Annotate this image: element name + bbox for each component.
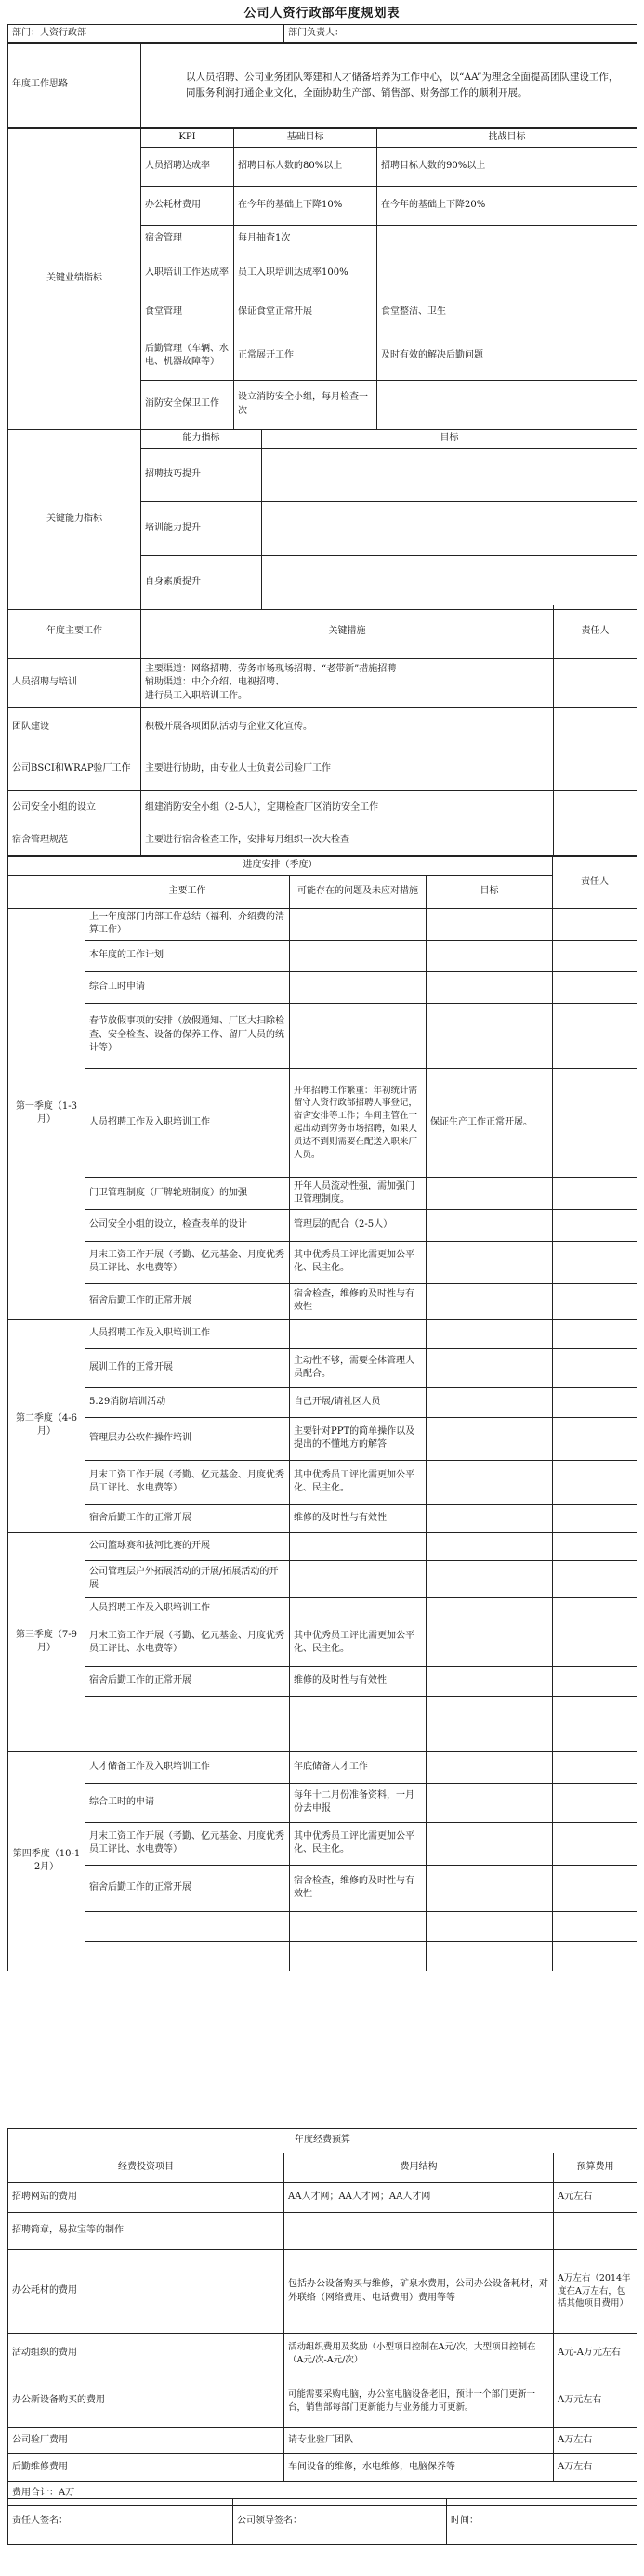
q-issue: 其中优秀员工评比需更加公平化、民主化。	[290, 1460, 427, 1504]
q-issue	[290, 1941, 427, 1971]
q-work: 宿舍后勤工作的正常开展	[85, 1504, 290, 1532]
q-work: 上一年度部门内部工作总结（福利、介绍费的清算工作）	[85, 908, 290, 940]
schedule-col-owner: 责任人	[553, 857, 637, 909]
kpi-base: 在今年的基础上下降10%	[234, 186, 377, 225]
kpi-challenge	[377, 380, 637, 429]
task-name: 宿舍管理规范	[8, 826, 141, 856]
q-goal	[427, 1460, 553, 1504]
leader-signature[interactable]: 公司领导签名：	[233, 2499, 447, 2545]
budget-total: 费用合计：A万	[8, 2482, 637, 2506]
budget-item: 招聘简章，易拉宝等的制作	[8, 2213, 284, 2250]
q-goal	[427, 971, 553, 1003]
ability-name: 招聘技巧提升	[141, 448, 262, 501]
department-label: 部门：人资行政部	[8, 25, 284, 44]
q-issue: 维修的及时性与有效性	[290, 1504, 427, 1532]
q-issue: 其中优秀员工评比需更加公平化、民主化。	[290, 1241, 427, 1283]
q-issue	[290, 971, 427, 1003]
tasks-col-owner: 责任人	[554, 605, 637, 659]
q-issue	[290, 1911, 427, 1941]
q-goal	[427, 1783, 553, 1822]
q-work: 展训工作的正常开展	[85, 1348, 290, 1387]
budget-structure: 包括办公设备购买与维修，矿泉水费用，公司办公设备耗材，对外联络（网络费用、电话费用）费用等等	[284, 2250, 554, 2334]
q-issue	[290, 1560, 427, 1597]
q-goal	[427, 1319, 553, 1348]
q-goal: 保证生产工作正常开展。	[427, 1068, 553, 1177]
budget-label: 年度经费预算	[8, 2129, 637, 2153]
q4-label: 第四季度（10-12月）	[8, 1751, 85, 1971]
manager-label: 部门负责人：	[284, 25, 637, 44]
q-goal	[427, 908, 553, 940]
schedule-col-issue: 可能存在的问题及未应对措施	[290, 875, 427, 908]
q-goal	[427, 1724, 553, 1751]
q-goal	[427, 1348, 553, 1387]
q-work: 综合工时申请	[85, 971, 290, 1003]
q-work: 月末工资工作开展（考勤、亿元基金、月度优秀员工评比、水电费等）	[85, 1460, 290, 1504]
q-issue: 开年人员流动性强，需加强门卫管理制度。	[290, 1177, 427, 1209]
kpi-name: 食堂管理	[141, 293, 234, 332]
q-issue	[290, 1003, 427, 1068]
q-goal	[427, 1209, 553, 1241]
schedule-col-work: 主要工作	[85, 875, 290, 908]
q3-label: 第三季度（7-9月）	[8, 1532, 85, 1751]
kpi-base: 每月抽查1次	[234, 225, 377, 254]
task-row	[8, 748, 637, 791]
q-work: 月末工资工作开展（考勤、亿元基金、月度优秀员工评比、水电费等）	[85, 1241, 290, 1283]
q-work: 公司管理层户外拓展活动的开展/拓展活动的开展	[85, 1560, 290, 1597]
page-title: 公司人资行政部年度规划表	[243, 7, 401, 20]
q-work	[85, 1724, 290, 1751]
q-work: 门卫管理制度（厂牌轮班制度）的加强	[85, 1177, 290, 1209]
budget-col-structure: 费用结构	[284, 2153, 554, 2183]
kpi-name: 消防安全保卫工作	[141, 380, 234, 429]
kpi-col-base: 基础目标	[234, 129, 377, 148]
task-row	[8, 826, 637, 856]
q-work: 人才储备工作及入职培训工作	[85, 1751, 290, 1783]
kpi-challenge: 食堂整洁、卫生	[377, 293, 637, 332]
budget-item: 后勤维修费用	[8, 2454, 284, 2482]
task-name: 人员招聘与培训	[8, 659, 141, 708]
ability-name: 自身素质提升	[141, 555, 262, 609]
header-table	[7, 24, 637, 44]
schedule-label: 进度安排（季度）	[8, 857, 553, 876]
q-work	[85, 1941, 290, 1971]
kpi-base: 招聘目标人数的80%以上	[234, 147, 377, 186]
task-measure: 主要进行协助，由专业人士负责公司验厂工作	[141, 748, 554, 791]
q-issue: 每年十二月份准备资料，一月份去申报	[290, 1783, 427, 1822]
q-work	[85, 1911, 290, 1941]
q-work: 春节放假事项的安排（放假通知、厂区大扫除检查、安全检查、设备的保养工作、留厂人员的统计等）	[85, 1003, 290, 1068]
task-name: 公司安全小组的设立	[8, 791, 141, 826]
ability-table	[7, 429, 637, 610]
q1-label: 第一季度（1-3月）	[8, 908, 85, 1319]
q-issue	[290, 908, 427, 940]
signature-table	[7, 2498, 637, 2545]
q-goal	[427, 1696, 553, 1724]
q-issue: 主动性不够，需要全体管理人员配合。	[290, 1348, 427, 1387]
task-row	[8, 791, 637, 826]
kpi-name: 办公耗材费用	[141, 186, 234, 225]
ability-col-ability: 能力指标	[141, 430, 262, 449]
q-goal	[427, 940, 553, 971]
budget-amount: A万元左右	[554, 2374, 637, 2428]
q-work: 月末工资工作开展（考勤、亿元基金、月度优秀员工评比、水电费等）	[85, 1620, 290, 1666]
kpi-challenge: 在今年的基础上下降20%	[377, 186, 637, 225]
q-goal	[427, 1865, 553, 1911]
budget-item: 活动组织的费用	[8, 2334, 284, 2374]
task-name: 公司BSCI和WRAP验厂工作	[8, 748, 141, 791]
tasks-col-measure: 关键措施	[141, 605, 554, 659]
budget-amount: A元左右	[554, 2183, 637, 2213]
q-goal	[427, 1911, 553, 1941]
q-work: 本年度的工作计划	[85, 940, 290, 971]
q-goal	[427, 1666, 553, 1696]
task-row	[8, 708, 637, 748]
budget-table	[7, 2128, 637, 2506]
owner-signature[interactable]: 责任人签名：	[8, 2499, 233, 2545]
q-work: 综合工时的申请	[85, 1783, 290, 1822]
thinking-table	[7, 42, 637, 128]
q-work: 公司安全小组的设立，检查表单的设计	[85, 1209, 290, 1241]
q-work: 人员招聘工作及入职培训工作	[85, 1319, 290, 1348]
kpi-section-label: 关键业绩指标	[8, 129, 141, 430]
kpi-base: 员工入职培训达成率100%	[234, 254, 377, 293]
q-issue: 管理层的配合（2-5人）	[290, 1209, 427, 1241]
q-issue: 其中优秀员工评比需更加公平化、民主化。	[290, 1620, 427, 1666]
task-measure: 组建消防安全小组（2-5人），定期检查厂区消防安全工作	[141, 791, 554, 826]
task-measure: 主要渠道：网络招聘、劳务市场现场招聘、“老带新”措施招聘 辅助渠道：中介介绍、电视招聘、 进行员工入职培训工作。	[141, 659, 554, 708]
budget-item: 办公新设备购买的费用	[8, 2374, 284, 2428]
q-goal	[427, 1560, 553, 1597]
q-work: 宿舍后勤工作的正常开展	[85, 1283, 290, 1319]
budget-amount: A万左右	[554, 2428, 637, 2454]
q-work: 宿舍后勤工作的正常开展	[85, 1865, 290, 1911]
kpi-name: 宿舍管理	[141, 225, 234, 254]
q-work: 5.29消防培训活动	[85, 1387, 290, 1417]
q-goal	[427, 1597, 553, 1620]
kpi-name: 人员招聘达成率	[141, 147, 234, 186]
kpi-challenge: 招聘目标人数的90%以上	[377, 147, 637, 186]
q-issue: 开年招聘工作繁重：年初统计需留守人资行政部招聘人事登记，宿舍安排等工作；车间主管在一起出动到劳务市场招聘，如果人员达不到则需要在配送入职来厂人员。	[290, 1068, 427, 1177]
kpi-base: 正常展开工作	[234, 332, 377, 380]
q-issue	[290, 1532, 427, 1560]
kpi-col-kpi: KPI	[141, 129, 234, 148]
q-work	[85, 1696, 290, 1724]
q-goal	[427, 1504, 553, 1532]
kpi-challenge	[377, 254, 637, 293]
q-goal	[427, 1417, 553, 1460]
q-issue	[290, 1696, 427, 1724]
task-measure: 积极开展各项团队活动与企业文化宣传。	[141, 708, 554, 748]
kpi-base: 设立消防安全小组，每月检查一次	[234, 380, 377, 429]
q2-label: 第二季度（4-6月）	[8, 1319, 85, 1532]
q-goal	[427, 1177, 553, 1209]
budget-amount: A元-A万元左右	[554, 2334, 637, 2374]
q-work: 人员招聘工作及入职培训工作	[85, 1597, 290, 1620]
budget-item: 公司验厂费用	[8, 2428, 284, 2454]
tasks-col-task: 年度主要工作	[8, 605, 141, 659]
q-goal	[427, 1620, 553, 1666]
thinking-text: 以人员招聘、公司业务团队筹建和人才储备培养为工作中心，以“AA”为理念全面提高团队建设工作，同服务利润打通企业文化，全面协助生产部、销售部、财务部工作的顺利开展。	[141, 43, 637, 128]
q-goal	[427, 1751, 553, 1783]
thinking-label: 年度工作思路	[8, 43, 141, 128]
kpi-col-challenge: 挑战目标	[377, 129, 637, 148]
budget-structure	[284, 2213, 554, 2250]
ability-name: 培训能力提升	[141, 501, 262, 555]
budget-amount: A万左右（2014年度在A万左右，包括其他项目费用）	[554, 2250, 637, 2334]
q-issue: 主要针对PPT的简单操作以及提出的不懂地方的解答	[290, 1417, 427, 1460]
budget-structure: 可能需要采购电脑，办公室电脑设备老旧，预计一个部门更新一台，销售部每部门更新能力与业务能力可更新。	[284, 2374, 554, 2428]
kpi-base: 保证食堂正常开展	[234, 293, 377, 332]
kpi-table	[7, 128, 637, 430]
q-issue: 宿舍检查，维修的及时性与有效性	[290, 1283, 427, 1319]
q-issue: 自己开展/请社区人员	[290, 1387, 427, 1417]
q-work: 宿舍后勤工作的正常开展	[85, 1666, 290, 1696]
budget-col-amount: 预算费用	[554, 2153, 637, 2183]
q-issue: 其中优秀员工评比需更加公平化、民主化。	[290, 1822, 427, 1865]
task-name: 团队建设	[8, 708, 141, 748]
q-goal	[427, 1532, 553, 1560]
tasks-table	[7, 605, 637, 856]
schedule-col-goal: 目标	[427, 875, 553, 908]
budget-amount: A万左右	[554, 2454, 637, 2482]
q-goal	[427, 1387, 553, 1417]
q-goal	[427, 1283, 553, 1319]
schedule-table	[7, 856, 637, 1971]
q-work: 管理层办公软件操作培训	[85, 1417, 290, 1460]
date-field[interactable]: 时间：	[447, 2499, 637, 2545]
budget-amount	[554, 2213, 637, 2250]
budget-structure: AA人才网；AA人才网；AA人才网	[284, 2183, 554, 2213]
task-row	[8, 659, 637, 708]
kpi-name: 后勤管理（车辆、水电、机器故障等）	[141, 332, 234, 380]
kpi-challenge	[377, 225, 637, 254]
q-issue	[290, 940, 427, 971]
ability-section-label: 关键能力指标	[8, 430, 141, 610]
q-goal	[427, 1241, 553, 1283]
ability-col-target: 目标	[262, 430, 637, 449]
q-issue: 维修的及时性与有效性	[290, 1666, 427, 1696]
budget-structure: 请专业验厂团队	[284, 2428, 554, 2454]
q-work: 月末工资工作开展（考勤、亿元基金、月度优秀员工评比、水电费等）	[85, 1822, 290, 1865]
kpi-challenge: 及时有效的解决后勤问题	[377, 332, 637, 380]
q-work: 人员招聘工作及入职培训工作	[85, 1068, 290, 1177]
budget-structure: 车间设备的维修，水电维修，电脑保养等	[284, 2454, 554, 2482]
q-issue: 宿舍检查，维修的及时性与有效性	[290, 1865, 427, 1911]
budget-item: 办公耗材的费用	[8, 2250, 284, 2334]
q-work: 公司篮球赛和拔河比赛的开展	[85, 1532, 290, 1560]
q-goal	[427, 1941, 553, 1971]
budget-col-item: 经费投资项目	[8, 2153, 284, 2183]
task-measure: 主要进行宿舍检查工作，安排每月组织一次大检查	[141, 826, 554, 856]
q-issue	[290, 1597, 427, 1620]
q-goal	[427, 1822, 553, 1865]
q-goal	[427, 1003, 553, 1068]
q-issue	[290, 1319, 427, 1348]
kpi-name: 入职培训工作达成率	[141, 254, 234, 293]
budget-structure: 活动组织费用及奖励（小型项目控制在A元/次，大型项目控制在（A元/次-A元/次）	[284, 2334, 554, 2374]
q-issue: 年底储备人才工作	[290, 1751, 427, 1783]
budget-item: 招聘网站的费用	[8, 2183, 284, 2213]
q-issue	[290, 1724, 427, 1751]
